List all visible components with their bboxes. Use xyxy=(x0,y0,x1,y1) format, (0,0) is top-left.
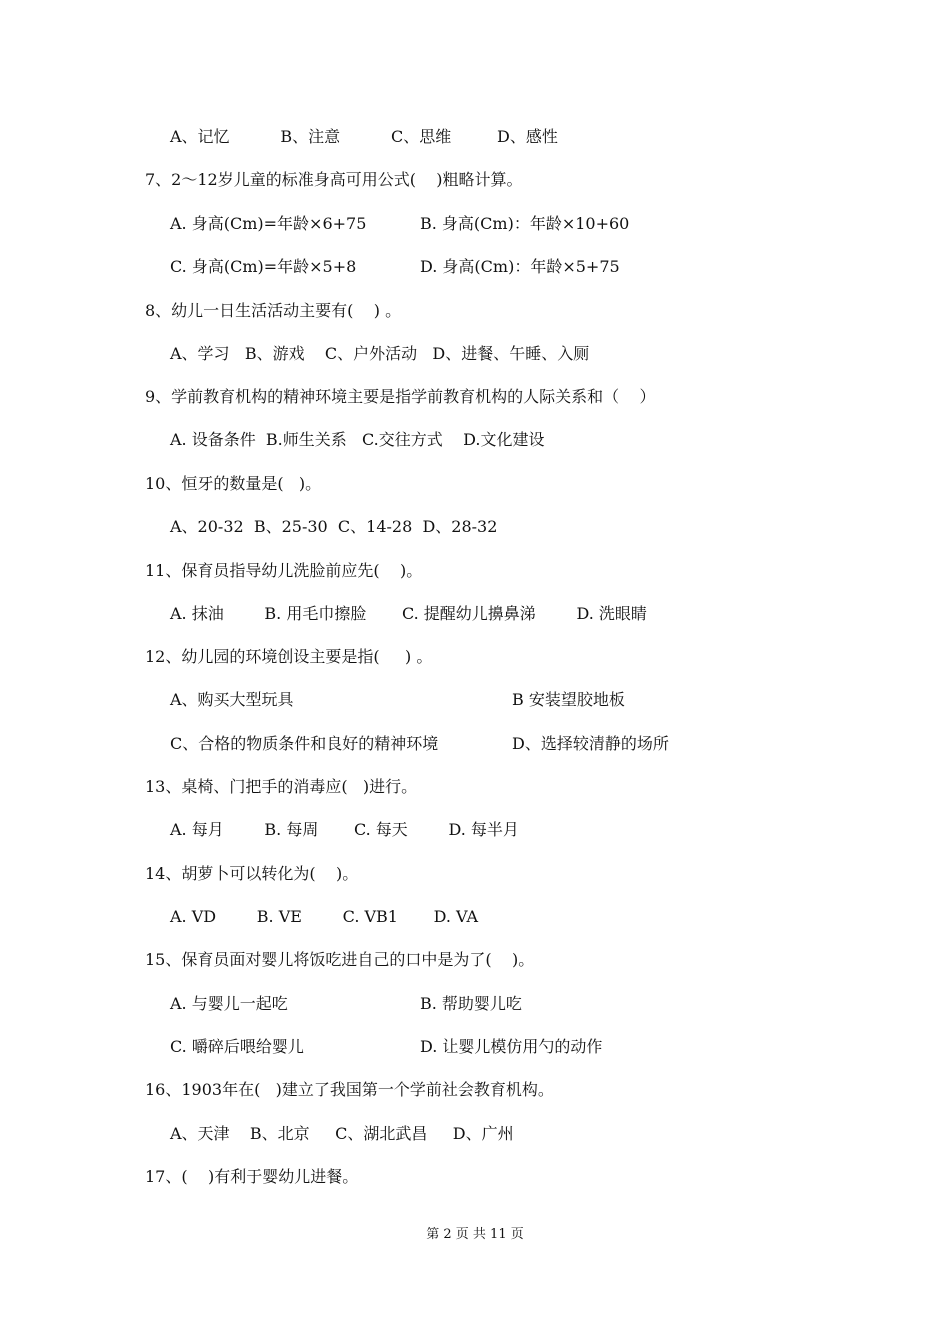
q15-option-c: C. 嚼碎后喂给婴儿 xyxy=(170,1037,304,1056)
q8-options: A、学习 B、游戏 C、户外活动 D、进餐、午睡、入厕 xyxy=(170,344,590,363)
q15-option-b: B. 帮助婴儿吃 xyxy=(420,994,522,1013)
question-14: 14、胡萝卜可以转化为( )。 xyxy=(145,864,359,883)
q15-option-d: D. 让婴儿模仿用勺的动作 xyxy=(420,1037,603,1056)
question-9: 9、学前教育机构的精神环境主要是指学前教育机构的人际关系和（ ） xyxy=(145,387,656,406)
q12-option-d: D、选择较清静的场所 xyxy=(512,734,669,753)
page-footer: 第 2 页 共 11 页 xyxy=(426,1227,524,1242)
q7-option-d: D. 身高(Cm)：年龄×5+75 xyxy=(420,257,620,276)
q12-option-b: B 安装望胶地板 xyxy=(512,690,625,709)
q9-options: A. 设备条件 B.师生关系 C.交往方式 D.文化建设 xyxy=(170,430,545,449)
q6-options: A、记忆 B、注意 C、思维 D、感性 xyxy=(170,127,558,146)
q14-options: A. VD B. VE C. VB1 D. VA xyxy=(170,907,479,926)
question-10: 10、恒牙的数量是( )。 xyxy=(145,474,322,493)
q12-option-a: A、购买大型玩具 xyxy=(170,690,294,709)
question-15: 15、保育员面对婴儿将饭吃进自己的口中是为了( )。 xyxy=(145,950,535,969)
q7-option-a: A. 身高(Cm)=年龄×6+75 xyxy=(170,214,367,233)
question-7: 7、2～12岁儿童的标准身高可用公式( )粗略计算。 xyxy=(145,170,523,189)
question-16: 16、1903年在( )建立了我国第一个学前社会教育机构。 xyxy=(145,1080,554,1099)
q12-option-c: C、合格的物质条件和良好的精神环境 xyxy=(170,734,439,753)
question-13: 13、桌椅、门把手的消毒应( )进行。 xyxy=(145,777,418,796)
q16-options: A、天津 B、北京 C、湖北武昌 D、广州 xyxy=(170,1124,514,1143)
q11-options: A. 抹油 B. 用毛巾擦脸 C. 提醒幼儿擤鼻涕 D. 洗眼睛 xyxy=(170,604,647,623)
question-11: 11、保育员指导幼儿洗脸前应先( )。 xyxy=(145,561,423,580)
question-12: 12、幼儿园的环境创设主要是指( ) 。 xyxy=(145,647,433,666)
question-8: 8、幼儿一日生活活动主要有( ) 。 xyxy=(145,301,402,320)
q13-options: A. 每月 B. 每周 C. 每天 D. 每半月 xyxy=(170,820,519,839)
q7-option-c: C. 身高(Cm)=年龄×5+8 xyxy=(170,257,357,276)
q15-option-a: A. 与婴儿一起吃 xyxy=(170,994,288,1013)
q10-options: A、20-32 B、25-30 C、14-28 D、28-32 xyxy=(170,517,498,536)
question-17: 17、( )有利于婴幼儿进餐。 xyxy=(145,1167,359,1186)
q7-option-b: B. 身高(Cm)：年龄×10+60 xyxy=(420,214,630,233)
